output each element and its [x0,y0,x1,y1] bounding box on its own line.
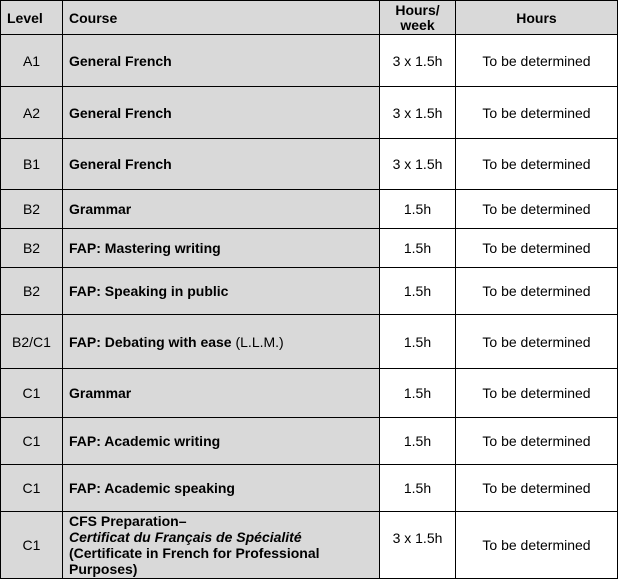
course-note: (L.L.M.) [235,333,284,350]
table-row [1,418,618,465]
hours-week-cell: 3 x 1.5h [380,139,456,190]
level-cell: C1 [1,465,63,512]
hours-cell: To be determined [456,268,618,315]
hours-cell: To be determined [456,465,618,512]
header-level: Level [1,1,63,35]
level-cell: A1 [1,35,63,87]
level-cell: C1 [1,369,63,418]
level-cell: C1 [1,418,63,465]
course-cell: General French [63,87,380,139]
course-cell: General French [63,35,380,87]
hours-week-cell: 1.5h [380,190,456,229]
hours-cell: To be determined [456,229,618,268]
header-hours: Hours [456,1,618,35]
level-cell: A2 [1,87,63,139]
header-hours-week-line1: Hours/ [395,1,440,18]
table-row [1,268,618,315]
hours-cell: To be determined [456,190,618,229]
level-cell: B2 [1,190,63,229]
header-course: Course [63,1,380,35]
hours-week-cell: 3 x 1.5h [380,35,456,87]
table-row [1,139,618,190]
hours-week-cell: 1.5h [380,369,456,418]
hours-cell: To be determined [456,35,618,87]
course-cell: FAP: Academic writing [63,418,380,465]
course-cell: FAP: Academic speaking [63,465,380,512]
course-cell: General French [63,139,380,190]
hours-cell: To be determined [456,315,618,369]
course-cell: Grammar [63,369,380,418]
table-row [1,369,618,418]
hours-week-cell: 1.5h [380,268,456,315]
level-cell: B2 [1,268,63,315]
hours-cell: To be determined [456,139,618,190]
level-cell: B2 [1,229,63,268]
hours-week-cell: 3 x 1.5h [380,87,456,139]
course-cell [63,512,380,579]
hours-cell: To be determined [456,87,618,139]
hours-week-cell: 3 x 1.5h [380,512,456,579]
table-row [1,35,618,87]
hours-cell: To be determined [456,369,618,418]
table-row [1,190,618,229]
course-cell: FAP: Mastering writing [63,229,380,268]
hours-week-cell: 1.5h [380,315,456,369]
hours-week-cell: 1.5h [380,418,456,465]
table-row [1,512,618,579]
header-row [1,1,618,35]
course-cell [63,315,380,369]
course-line-2: Certificat du Français de Spécialité [69,529,302,545]
course-line-3: (Certificate in French for Professional Purposes) [69,545,320,577]
hours-cell: To be determined [456,418,618,465]
level-cell: B2/C1 [1,315,63,369]
table-row [1,229,618,268]
hours-week-cell: 1.5h [380,229,456,268]
hours-cell: To be determined [456,512,618,579]
course-cell: FAP: Speaking in public [63,268,380,315]
course-name: FAP: Debating with ease [69,333,232,350]
hours-week-cell: 1.5h [380,465,456,512]
header-hours-week-line2: week [400,16,435,33]
course-line-1: CFS Preparation– [69,513,187,529]
level-cell: C1 [1,512,63,579]
table-row [1,465,618,512]
header-hours-week [380,1,456,35]
level-cell: B1 [1,139,63,190]
table-row [1,315,618,369]
course-cell: Grammar [63,190,380,229]
table-row [1,87,618,139]
